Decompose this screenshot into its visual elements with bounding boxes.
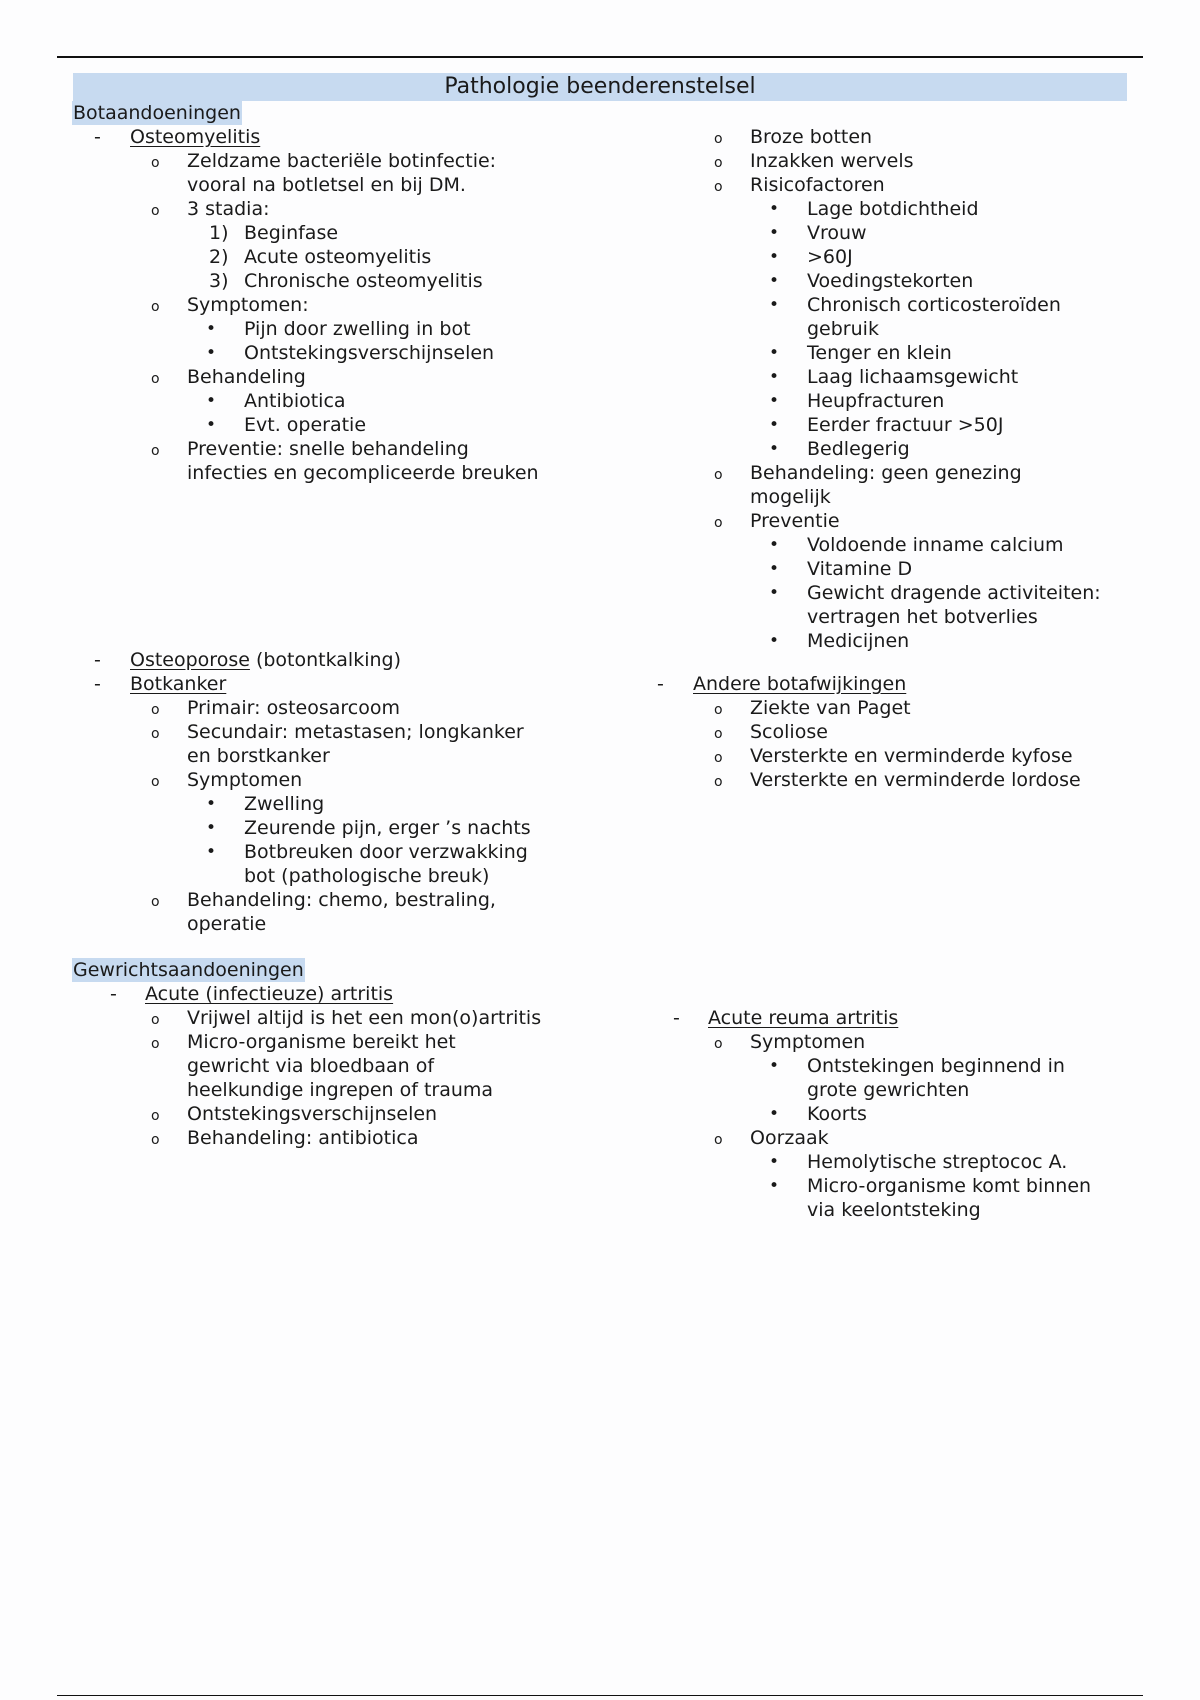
list-text: Botbreuken door verzwakking bbox=[244, 841, 528, 863]
section-heading-joint: Gewrichtsaandoeningen bbox=[73, 959, 304, 981]
dash-marker: - bbox=[110, 983, 117, 1005]
list-text: Behandeling bbox=[187, 366, 306, 388]
list-text: bot (pathologische breuk) bbox=[244, 865, 490, 887]
list-item bbox=[655, 720, 1155, 744]
list-text: Chronisch corticosteroïden bbox=[807, 294, 1061, 316]
list-item bbox=[655, 1126, 1155, 1150]
list-item bbox=[655, 1150, 1155, 1174]
list-item bbox=[92, 341, 612, 365]
list-item bbox=[92, 245, 612, 269]
list-item bbox=[92, 1030, 612, 1054]
list-item bbox=[655, 413, 1155, 437]
bullet-marker: • bbox=[206, 818, 217, 838]
list-item bbox=[92, 1054, 612, 1078]
list-item bbox=[655, 437, 1155, 461]
list-item bbox=[655, 245, 1155, 269]
list-text: Behandeling: chemo, bestraling, bbox=[187, 889, 496, 911]
list-item bbox=[92, 672, 612, 696]
list-item bbox=[655, 293, 1155, 317]
list-text: Koorts bbox=[807, 1103, 867, 1125]
list-item bbox=[92, 816, 612, 840]
bullet-marker: • bbox=[769, 415, 780, 435]
acute-arthritis-heading: Acute (infectieuze) artritis bbox=[145, 983, 394, 1005]
other-bone-block bbox=[655, 672, 1155, 792]
circle-marker: o bbox=[151, 299, 160, 315]
list-text: >60J bbox=[807, 246, 853, 268]
list-item bbox=[92, 982, 612, 1006]
list-item bbox=[92, 365, 612, 389]
list-item bbox=[655, 557, 1155, 581]
list-item bbox=[655, 1030, 1155, 1054]
list-item bbox=[655, 1078, 1155, 1102]
bullet-marker: • bbox=[769, 583, 780, 603]
list-item bbox=[655, 485, 1155, 509]
list-text: Micro-organisme bereikt het bbox=[187, 1031, 456, 1053]
bullet-marker: • bbox=[769, 1176, 780, 1196]
list-text: heelkundige ingrepen of trauma bbox=[187, 1079, 494, 1101]
list-text: en borstkanker bbox=[187, 745, 330, 767]
list-item bbox=[655, 341, 1155, 365]
list-text: 3 stadia: bbox=[187, 198, 270, 220]
list-text: Vrijwel altijd is het een mon(o)artritis bbox=[187, 1007, 542, 1029]
list-item bbox=[655, 672, 1155, 696]
dash-marker: - bbox=[94, 649, 101, 671]
circle-marker: o bbox=[151, 1132, 160, 1148]
list-item bbox=[655, 768, 1155, 792]
bullet-marker: • bbox=[769, 343, 780, 363]
circle-marker: o bbox=[151, 371, 160, 387]
list-item bbox=[655, 221, 1155, 245]
list-item bbox=[92, 1078, 612, 1102]
list-text: Heupfracturen bbox=[807, 390, 945, 412]
list-item bbox=[655, 1174, 1155, 1198]
list-text: Bedlegerig bbox=[807, 438, 910, 460]
list-text: via keelontsteking bbox=[807, 1199, 981, 1221]
list-text: Versterkte en verminderde kyfose bbox=[750, 745, 1073, 767]
top-rule bbox=[57, 56, 1143, 58]
list-item bbox=[92, 389, 612, 413]
list-text: Behandeling: antibiotica bbox=[187, 1127, 419, 1149]
bullet-marker: • bbox=[769, 1152, 780, 1172]
bullet-marker: • bbox=[206, 391, 217, 411]
list-item bbox=[655, 605, 1155, 629]
list-item bbox=[92, 221, 612, 245]
dash-marker: - bbox=[673, 1007, 680, 1029]
circle-marker: o bbox=[151, 155, 160, 171]
list-item bbox=[92, 1006, 612, 1030]
bullet-marker: • bbox=[769, 223, 780, 243]
bullet-marker: • bbox=[769, 631, 780, 651]
list-item bbox=[655, 1102, 1155, 1126]
circle-marker: o bbox=[151, 774, 160, 790]
list-text: mogelijk bbox=[750, 486, 831, 508]
list-item bbox=[92, 768, 612, 792]
bullet-marker: • bbox=[769, 559, 780, 579]
list-text: operatie bbox=[187, 913, 267, 935]
circle-marker: o bbox=[714, 774, 723, 790]
circle-marker: o bbox=[151, 726, 160, 742]
list-text: gewricht via bloedbaan of bbox=[187, 1055, 435, 1077]
page-title: Pathologie beenderenstelsel bbox=[73, 73, 1127, 101]
bullet-marker: • bbox=[769, 247, 780, 267]
list-item bbox=[655, 173, 1155, 197]
list-item bbox=[92, 173, 612, 197]
list-item bbox=[92, 269, 612, 293]
list-item bbox=[655, 581, 1155, 605]
bullet-marker: • bbox=[769, 391, 780, 411]
list-text: Vitamine D bbox=[807, 558, 913, 580]
list-text: Pijn door zwelling in bot bbox=[244, 318, 471, 340]
list-item bbox=[655, 1054, 1155, 1078]
circle-marker: o bbox=[151, 702, 160, 718]
list-text: Risicofactoren bbox=[750, 174, 885, 196]
list-text: Zwelling bbox=[244, 793, 325, 815]
bullet-marker: • bbox=[769, 199, 780, 219]
list-item bbox=[92, 317, 612, 341]
list-item bbox=[92, 437, 612, 461]
list-item bbox=[92, 1126, 612, 1150]
list-item bbox=[655, 125, 1155, 149]
list-text: Vrouw bbox=[807, 222, 867, 244]
bullet-marker: • bbox=[769, 1104, 780, 1124]
list-text: Gewicht dragende activiteiten: bbox=[807, 582, 1101, 604]
section-heading-bone: Botaandoeningen bbox=[73, 102, 241, 124]
list-item bbox=[655, 1198, 1155, 1222]
rheuma-heading: Acute reuma artritis bbox=[708, 1007, 899, 1029]
number-marker: 3) bbox=[209, 270, 229, 292]
list-text: Symptomen bbox=[187, 769, 303, 791]
list-text: Antibiotica bbox=[244, 390, 346, 412]
list-item bbox=[92, 864, 612, 888]
dash-marker: - bbox=[657, 673, 664, 695]
circle-marker: o bbox=[714, 1036, 723, 1052]
list-text: Oorzaak bbox=[750, 1127, 829, 1149]
circle-marker: o bbox=[151, 443, 160, 459]
list-item bbox=[92, 648, 612, 672]
list-item bbox=[92, 125, 612, 149]
list-text: Versterkte en verminderde lordose bbox=[750, 769, 1081, 791]
list-text: grote gewrichten bbox=[807, 1079, 970, 1101]
list-text: Broze botten bbox=[750, 126, 873, 148]
bullet-marker: • bbox=[206, 842, 217, 862]
list-item bbox=[92, 413, 612, 437]
dash-marker: - bbox=[94, 673, 101, 695]
list-item bbox=[655, 461, 1155, 485]
list-text: Zeldzame bacteriële botinfectie: bbox=[187, 150, 497, 172]
list-text: Preventie: snelle behandeling bbox=[187, 438, 469, 460]
list-text: Primair: osteosarcoom bbox=[187, 697, 400, 719]
circle-marker: o bbox=[151, 1012, 160, 1028]
list-item bbox=[655, 197, 1155, 221]
circle-marker: o bbox=[714, 750, 723, 766]
list-text: Voedingstekorten bbox=[807, 270, 974, 292]
bullet-marker: • bbox=[769, 535, 780, 555]
list-item bbox=[655, 744, 1155, 768]
list-text: Voldoende inname calcium bbox=[807, 534, 1064, 556]
bone-cancer-heading: Botkanker bbox=[130, 673, 227, 695]
circle-marker: o bbox=[151, 894, 160, 910]
dash-marker: - bbox=[94, 126, 101, 148]
list-item bbox=[655, 389, 1155, 413]
circle-marker: o bbox=[714, 155, 723, 171]
circle-marker: o bbox=[714, 726, 723, 742]
list-item bbox=[92, 792, 612, 816]
list-item bbox=[655, 1006, 1155, 1030]
list-item bbox=[655, 317, 1155, 341]
list-item bbox=[92, 720, 612, 744]
list-text: Tenger en klein bbox=[807, 342, 952, 364]
list-text: Medicijnen bbox=[807, 630, 910, 652]
list-text: Ontstekingen beginnend in bbox=[807, 1055, 1065, 1077]
circle-marker: o bbox=[714, 179, 723, 195]
list-item bbox=[92, 696, 612, 720]
list-item bbox=[92, 888, 612, 912]
number-marker: 2) bbox=[209, 246, 229, 268]
list-text: Ziekte van Paget bbox=[750, 697, 911, 719]
bullet-marker: • bbox=[769, 295, 780, 315]
list-text: Symptomen bbox=[750, 1031, 866, 1053]
list-text: Ontstekingsverschijnselen bbox=[244, 342, 495, 364]
list-text: Zeurende pijn, erger ’s nachts bbox=[244, 817, 531, 839]
bullet-marker: • bbox=[769, 271, 780, 291]
osteomyelitis-block bbox=[92, 125, 612, 485]
circle-marker: o bbox=[151, 1036, 160, 1052]
circle-marker: o bbox=[714, 702, 723, 718]
list-text: gebruik bbox=[807, 318, 879, 340]
list-text: Scoliose bbox=[750, 721, 828, 743]
number-marker: 1) bbox=[209, 222, 229, 244]
list-text: Chronische osteomyelitis bbox=[244, 270, 483, 292]
bullet-marker: • bbox=[206, 343, 217, 363]
osteomyelitis-heading: Osteomyelitis bbox=[130, 126, 261, 148]
circle-marker: o bbox=[714, 131, 723, 147]
list-item bbox=[655, 365, 1155, 389]
list-text: Evt. operatie bbox=[244, 414, 367, 436]
list-item bbox=[92, 149, 612, 173]
circle-marker: o bbox=[151, 203, 160, 219]
list-item bbox=[92, 912, 612, 936]
bullet-marker: • bbox=[769, 1056, 780, 1076]
bullet-marker: • bbox=[206, 794, 217, 814]
bullet-marker: • bbox=[206, 319, 217, 339]
list-text: Laag lichaamsgewicht bbox=[807, 366, 1019, 388]
list-text: Secundair: metastasen; longkanker bbox=[187, 721, 524, 743]
list-item bbox=[92, 1102, 612, 1126]
osteoporosis-cancer-block bbox=[92, 648, 612, 936]
circle-marker: o bbox=[151, 1108, 160, 1124]
circle-marker: o bbox=[714, 1132, 723, 1148]
osteoporosis-details-block bbox=[655, 125, 1155, 653]
osteoporosis-suffix: (botontkalking) bbox=[249, 649, 402, 671]
list-text: infecties en gecompliceerde breuken bbox=[187, 462, 539, 484]
list-text: Micro-organisme komt binnen bbox=[807, 1175, 1092, 1197]
list-item bbox=[655, 696, 1155, 720]
bullet-marker: • bbox=[206, 415, 217, 435]
list-item bbox=[655, 149, 1155, 173]
osteoporosis-heading: Osteoporose bbox=[130, 649, 250, 671]
list-item bbox=[92, 840, 612, 864]
list-item bbox=[655, 269, 1155, 293]
bullet-marker: • bbox=[769, 367, 780, 387]
list-text: Beginfase bbox=[244, 222, 339, 244]
bottom-rule bbox=[57, 1695, 1143, 1696]
circle-marker: o bbox=[714, 515, 723, 531]
rheuma-block bbox=[655, 1006, 1155, 1222]
list-text: vooral na botletsel en bij DM. bbox=[187, 174, 466, 196]
list-item bbox=[655, 509, 1155, 533]
list-text: Preventie bbox=[750, 510, 840, 532]
list-item bbox=[655, 629, 1155, 653]
list-text: Inzakken wervels bbox=[750, 150, 914, 172]
list-item bbox=[92, 744, 612, 768]
list-item bbox=[92, 293, 612, 317]
list-text: Hemolytische streptococ A. bbox=[807, 1151, 1068, 1173]
acute-arthritis-block bbox=[92, 982, 612, 1150]
other-heading: Andere botafwijkingen bbox=[693, 673, 907, 695]
list-item bbox=[655, 533, 1155, 557]
bullet-marker: • bbox=[769, 439, 780, 459]
circle-marker: o bbox=[714, 467, 723, 483]
list-text: Ontstekingsverschijnselen bbox=[187, 1103, 438, 1125]
list-text: vertragen het botverlies bbox=[807, 606, 1038, 628]
list-item bbox=[92, 461, 612, 485]
list-text: Eerder fractuur >50J bbox=[807, 414, 1004, 436]
list-text: Acute osteomyelitis bbox=[244, 246, 432, 268]
list-item bbox=[92, 197, 612, 221]
list-text: Symptomen: bbox=[187, 294, 309, 316]
list-text: Lage botdichtheid bbox=[807, 198, 979, 220]
list-text: Behandeling: geen genezing bbox=[750, 462, 1022, 484]
